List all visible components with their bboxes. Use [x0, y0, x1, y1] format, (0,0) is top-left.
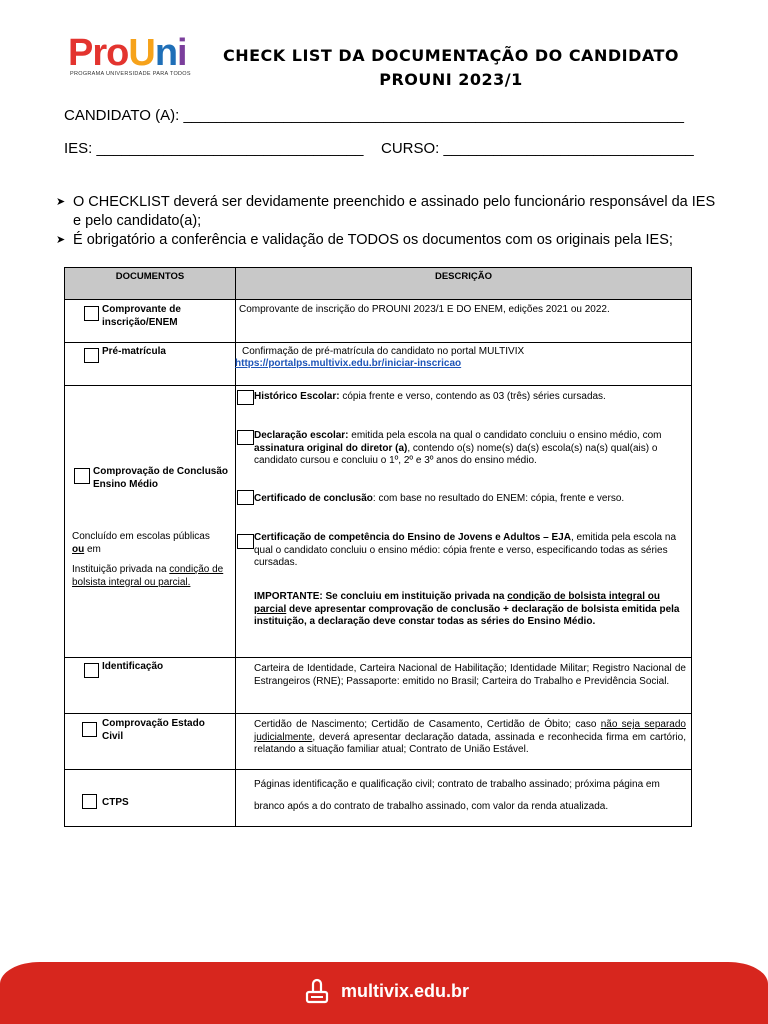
- documents-table: [64, 267, 692, 827]
- doc-description: Confirmação de pré-matrícula do candidato no portal MULTIVIX: [242, 346, 525, 357]
- prouni-logo-subtitle: PROGRAMA UNIVERSIDADE PARA TODOS: [70, 71, 191, 77]
- item-historico-escolar: Histórico Escolar: cópia frente e verso, contendo as 03 (três) séries cursadas.: [254, 391, 606, 402]
- header-descricao: DESCRIÇÃO: [236, 268, 692, 300]
- table-row: [65, 343, 692, 386]
- doc-description: Comprovante de inscrição do PROUNI 2023/1 E DO ENEM, edições 2021 ou 2022.: [239, 304, 610, 315]
- doc-name: Pré-matrícula: [102, 346, 166, 357]
- checkbox-estado-civil[interactable]: [82, 722, 97, 737]
- curso-field[interactable]: CURSO: ______________________________: [381, 140, 694, 157]
- document-title: [196, 44, 706, 92]
- checkbox-historico-escolar[interactable]: [237, 390, 254, 405]
- prouni-logo-word: ProUni: [68, 32, 187, 74]
- table-row: [65, 386, 692, 658]
- checkbox-certificado-conclusao[interactable]: [237, 490, 254, 505]
- arrow-bullet-icon: ➤: [56, 234, 66, 246]
- doc-name: Comprovante de inscrição/ENEM: [102, 304, 181, 328]
- conclusao-note: Concluído em escolas públicas ou em Instituição privada na condição de bolsista integral ou parcial.: [72, 531, 224, 588]
- instruction-item: ➤ É obrigatório a conferência e validação de TODOS os documentos com os originais pela IES;: [56, 232, 673, 248]
- checkbox-pre-matricula[interactable]: [84, 348, 99, 363]
- doc-description: Páginas identificação e qualificação civil; contrato de trabalho assinado; próxima página em branco após a do contrato de trabalho assinado, com valor da renda atualizada.: [254, 779, 660, 812]
- ies-field[interactable]: IES: ________________________________: [64, 140, 364, 157]
- table-row: [65, 300, 692, 343]
- checkbox-comprovante-inscricao[interactable]: [84, 306, 99, 321]
- portal-multivix-link[interactable]: https://portalps.multivix.edu.br/iniciar-inscricao: [235, 358, 462, 369]
- title-line-1: CHECK LIST DA DOCUMENTAÇÃO DO CANDIDATO: [222, 46, 679, 65]
- doc-description: Carteira de Identidade, Carteira Nacional de Habilitação; Identidade Militar; Registro Nacional de Estrangeiros (RNE); Passaporte: emitido no Brasil; Carteira do Trabalho e Previdência Social.: [254, 663, 686, 687]
- doc-description: Certidão de Nascimento; Certidão de Casamento, Certidão de Óbito; caso não seja separado judicialmente, deverá apresentar declaração datada, assinada e reconhecida firma em cartório, relatando a situação familiar atual; Contrato de União Estável.: [254, 719, 686, 755]
- checkbox-identificacao[interactable]: [84, 663, 99, 678]
- table-row: [65, 770, 692, 827]
- footer-site[interactable]: multivix.edu.br: [341, 981, 470, 1001]
- prouni-logo: [68, 34, 198, 82]
- item-certificacao-eja: Certificação de competência do Ensino de Jovens e Adultos – EJA, emitida pela escola na qual o candidato concluiu o ensino médio: cópia frente e verso, especificando todas as séries cursadas.: [254, 532, 677, 568]
- checkbox-conclusao-ensino-medio[interactable]: [74, 468, 90, 484]
- certificate-icon: [303, 978, 331, 1006]
- item-certificado-conclusao: Certificado de conclusão: com base no resultado do ENEM: cópia, frente e verso.: [254, 493, 625, 504]
- instructions-list: [56, 193, 716, 250]
- checkbox-ctps[interactable]: [82, 794, 97, 809]
- checkbox-certificacao-eja[interactable]: [237, 534, 254, 549]
- doc-name: Identificação: [102, 661, 164, 672]
- item-declaracao-escolar: Declaração escolar: emitida pela escola na qual o candidato concluiu o ensino médio, com assinatura original do diretor (a), contendo o(s) nome(s) da(s) escola(s) na(s) qual(ais) o candidato cursou e concluiu o 1º, 2º e 3º anos do ensino médio.: [254, 430, 662, 466]
- instruction-item: ➤ O CHECKLIST deverá ser devidamente preenchido e assinado pelo funcionário responsável da IES e pelo candidato(a);: [56, 194, 716, 229]
- doc-name: Comprovação de Conclusão Ensino Médio: [93, 466, 229, 490]
- table-row: [65, 658, 692, 714]
- candidato-field[interactable]: CANDIDATO (A): ____________________________________________________________: [64, 107, 684, 124]
- footer-bar: [0, 962, 768, 1024]
- importante-note: IMPORTANTE: Se concluiu em instituição privada na condição de bolsista integral ou parcial deve apresentar comprovação de conclusão + declaração de bolsista emitida pela instituição, a declaração deve constar todas as séries do Ensino Médio.: [254, 591, 680, 627]
- doc-name: CTPS: [102, 797, 129, 808]
- arrow-bullet-icon: ➤: [56, 196, 66, 208]
- table-row: [65, 714, 692, 770]
- title-line-2: PROUNI 2023/1: [379, 70, 523, 89]
- header-documentos: DOCUMENTOS: [65, 268, 236, 300]
- doc-name: Comprovação Estado Civil: [102, 718, 205, 742]
- checkbox-declaracao-escolar[interactable]: [237, 430, 254, 445]
